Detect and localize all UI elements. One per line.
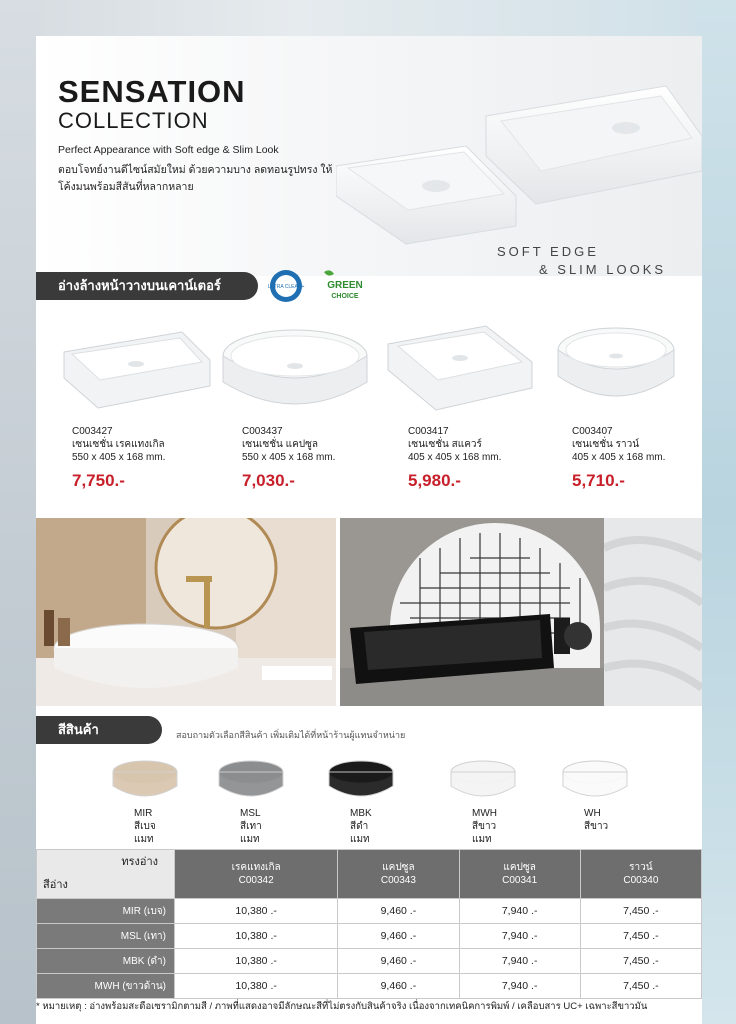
column-header: [459, 850, 580, 899]
background-top: [0, 0, 736, 36]
swatch-code: WH: [584, 808, 601, 819]
swatch-mwh-body: [451, 772, 515, 796]
column-name: เรคแทงเกิล: [231, 862, 281, 873]
row-label: MSL (เทา): [37, 924, 175, 949]
hero-tagline-1: SOFT EDGE: [497, 244, 599, 259]
product-price: 7,750.-: [72, 471, 125, 490]
column-header: [338, 850, 459, 899]
swatch-color-name: สีดำ: [350, 821, 369, 832]
column-header: [580, 850, 701, 899]
product-card-3: [408, 422, 568, 491]
price-cell: 10,380 .-: [175, 899, 338, 924]
price-cell: 7,940 .-: [459, 924, 580, 949]
price-cell: 7,450 .-: [580, 949, 701, 974]
product-size: 550 x 405 x 168 mm.: [72, 452, 166, 463]
table-row: [37, 899, 702, 924]
hero-description-th: ตอบโจทย์งานดีไซน์สมัยใหม่ ด้วยความบาง ลดทอนรูปทรง ให้โค้งมนพร้อมสีสันที่หลากหลาย: [58, 164, 333, 193]
product-price: 7,030.-: [242, 471, 295, 490]
swatch-mir-body: [113, 772, 177, 796]
price-cell: 7,450 .-: [580, 924, 701, 949]
swatch-mwh-basin: [448, 758, 518, 802]
product-code: C003407: [572, 426, 613, 437]
swatch-finish: แมท: [240, 834, 260, 845]
product-card-2: [242, 422, 402, 491]
hero-basin-image: [336, 76, 702, 246]
product-code: C003427: [72, 426, 113, 437]
hero-banner: [36, 36, 702, 276]
product-size: 405 x 405 x 168 mm.: [408, 452, 502, 463]
swatch-mbk-basin: [326, 758, 396, 802]
swatch-finish: แมท: [472, 834, 492, 845]
product-name: เซนเซชั่น แคปซูล: [242, 439, 319, 450]
swatch-mir-basin: [110, 758, 180, 802]
product-name: เซนเซชั่น สแควร์: [408, 439, 482, 450]
product-card-1: [72, 422, 232, 491]
row-label: MBK (ดำ): [37, 949, 175, 974]
green-choice-text-bottom: CHOICE: [331, 293, 359, 300]
swatch-wh: [560, 758, 630, 833]
column-name: แคปซูล: [503, 862, 536, 873]
basin-capsule-image: [220, 326, 370, 416]
table-row: [37, 949, 702, 974]
product-price: 5,710.-: [572, 471, 625, 490]
basin-square-image: [386, 322, 536, 414]
swatch-code: MBK: [350, 808, 372, 819]
column-code: C00342: [238, 875, 274, 886]
corner-color-label: สีอ่าง: [43, 879, 68, 891]
basin-round-image: [554, 326, 678, 406]
swatch-msl-basin: [216, 758, 286, 802]
row-label: MIR (เบจ): [37, 899, 175, 924]
product-name: เซนเซชั่น ราวน์: [572, 439, 640, 450]
price-cell: 9,460 .-: [338, 899, 459, 924]
product-code: C003437: [242, 426, 283, 437]
swatch-code: MIR: [134, 808, 153, 819]
section-countertop-label: อ่างล้างหน้าวางบนเคาน์เตอร์: [58, 278, 221, 293]
ultra-clean-badge: [268, 268, 314, 304]
column-name: ราวน์: [629, 862, 653, 873]
swatch-color-name: สีขาว: [472, 821, 497, 832]
swatch-finish: แมท: [134, 834, 154, 845]
column-code: C00341: [502, 875, 538, 886]
column-code: C00340: [623, 875, 659, 886]
swatch-color-name: สีขาว: [584, 821, 609, 832]
colors-note: สอบถามตัวเลือกสีสินค้า เพิ่มเติมได้ที่หน้าร้านผู้แทนจำหน่าย: [176, 730, 406, 740]
product-name: เซนเซชั่น เรคแทงเกิล: [72, 439, 165, 450]
collection-subtitle: COLLECTION: [58, 108, 209, 133]
swatch-wh-body: [563, 772, 627, 796]
swatch-msl: [216, 758, 286, 846]
price-cell: 9,460 .-: [338, 949, 459, 974]
swatch-mir: [110, 758, 180, 846]
price-cell: 7,940 .-: [459, 949, 580, 974]
product-size: 550 x 405 x 168 mm.: [242, 452, 336, 463]
swatch-code: MSL: [240, 808, 261, 819]
section-product-colors: [36, 716, 162, 744]
product-code: C003417: [408, 426, 449, 437]
catalog-page: [36, 36, 702, 1024]
swatch-code: MWH: [472, 808, 497, 819]
swatch-mwh: [448, 758, 518, 846]
table-corner-cell: [37, 850, 175, 899]
section-colors-label: สีสินค้า: [58, 722, 99, 737]
lifestyle-photo-texture: [604, 518, 702, 706]
price-cell: 9,460 .-: [338, 924, 459, 949]
collection-title: SENSATION: [58, 74, 246, 109]
ultra-clean-text: ULTRA CLEAN+: [268, 284, 305, 290]
price-cell: 10,380 .-: [175, 949, 338, 974]
price-cell: 10,380 .-: [175, 974, 338, 999]
price-cell: 10,380 .-: [175, 924, 338, 949]
price-cell: 7,940 .-: [459, 899, 580, 924]
section-countertop-basins: [36, 272, 258, 300]
product-card-4: [572, 422, 732, 491]
price-cell: 7,940 .-: [459, 974, 580, 999]
swatch-msl-body: [219, 772, 283, 796]
basin-rectangle-image: [62, 326, 212, 416]
background-right: [696, 0, 736, 1024]
column-name: แคปซูล: [382, 862, 415, 873]
background-left: [0, 0, 40, 1024]
swatch-color-name: สีเทา: [240, 821, 262, 832]
swatch-mbk-body: [329, 772, 393, 796]
footnote: * หมายเหตุ : อ่างพร้อมสะดือเซรามิกตามสี / ภาพที่แสดงอาจมีลักษณะสีที่ไม่ตรงกับสินค้าจริง เนื่องจากเทคนิคการพิมพ์ / เคลือบสาร UC+ เฉพาะสีขาวมัน: [36, 1001, 648, 1012]
price-cell: 9,460 .-: [338, 974, 459, 999]
swatch-color-name: สีเบจ: [134, 821, 156, 832]
green-choice-badge: [320, 268, 370, 304]
swatch-finish: แมท: [350, 834, 370, 845]
lifestyle-photo-bathroom: [36, 518, 336, 706]
hero-description-en: Perfect Appearance with Soft edge & Slim Look: [58, 144, 279, 156]
swatch-wh-basin: [560, 758, 630, 802]
table-row: [37, 924, 702, 949]
product-price: 5,980.-: [408, 471, 461, 490]
table-header-row: [37, 850, 702, 899]
green-choice-text-top: GREEN: [327, 280, 363, 291]
product-size: 405 x 405 x 168 mm.: [572, 452, 666, 463]
column-code: C00343: [380, 875, 416, 886]
table-row: [37, 974, 702, 999]
row-label: MWH (ขาวด้าน): [37, 974, 175, 999]
corner-shape-label: ทรงอ่าง: [121, 856, 158, 868]
price-cell: 7,450 .-: [580, 899, 701, 924]
swatch-mbk: [326, 758, 396, 846]
lifestyle-photo-black-basin: [340, 518, 604, 706]
price-table: [36, 849, 702, 999]
price-cell: 7,450 .-: [580, 974, 701, 999]
column-header: [175, 850, 338, 899]
hero-tagline-2: & SLIM LOOKS: [539, 262, 667, 277]
